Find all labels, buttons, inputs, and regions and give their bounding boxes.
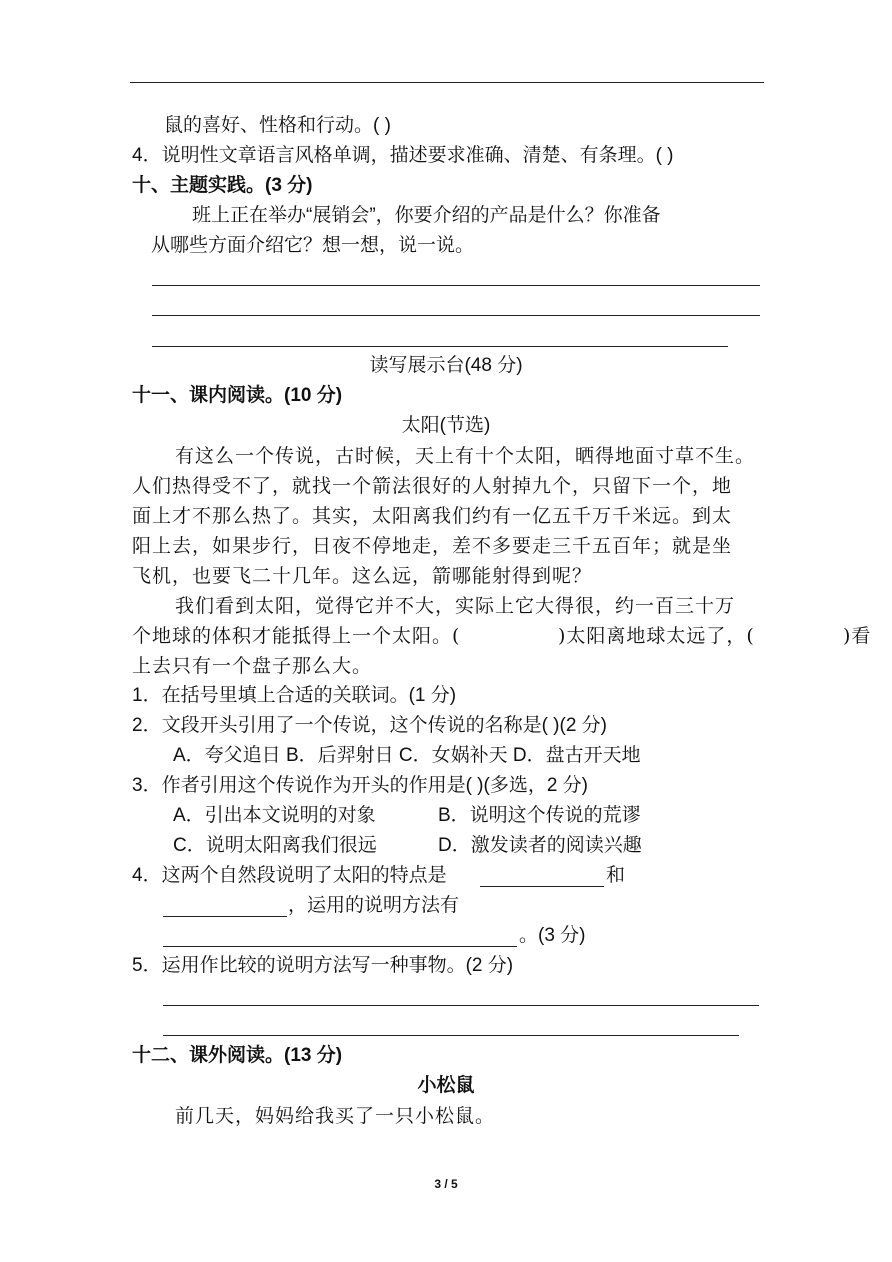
answer-line[interactable]	[152, 285, 760, 286]
passage-1-line: 个地球的体积才能抵得上一个太阳。(	[132, 625, 461, 647]
answer-blank[interactable]	[480, 886, 604, 887]
passage-1-line: 飞机，也要飞二十几年。这么远，箭哪能射得到呢？	[132, 565, 593, 587]
question-3-option-b: B．说明这个传说的荒谬	[438, 805, 641, 826]
question-4-score: 。(3 分)	[519, 925, 586, 946]
passage-1-line: 阳上去，如果步行，日夜不停地走，差不多要走三千五百年；就是坐	[132, 535, 733, 557]
header-rule	[130, 82, 764, 83]
answer-line[interactable]	[163, 1035, 739, 1036]
passage-1-title: 太阳(节选)	[401, 415, 491, 436]
answer-line[interactable]	[152, 315, 760, 316]
question-4-and: 和	[606, 865, 626, 886]
answer-line[interactable]	[152, 346, 728, 347]
question-4: 4．说明性文章语言风格单调，描述要求准确、清楚、有条理。( )	[132, 145, 674, 166]
passage-1-line: 面上才不那么热了。其实，太阳离我们约有一亿五千万千米远。到太	[132, 505, 733, 527]
section-10-heading: 十、主题实践。(3 分)	[132, 175, 313, 196]
passage-1-line: )太阳离地球太远了，(	[558, 625, 755, 647]
question-3-option-a: A．引出本文说明的对象	[173, 805, 376, 826]
question-4: 4．这两个自然段说明了太阳的特点是	[132, 865, 447, 886]
question-3-option-d: D．激发读者的阅读兴趣	[438, 835, 642, 856]
passage-2-line: 前几天，妈妈给我买了一只小松鼠。	[175, 1105, 496, 1127]
question-3: 3．作者引用这个传说作为开头的作用是( )(多选，2 分)	[132, 775, 589, 796]
answer-line[interactable]	[163, 1005, 759, 1006]
question-2: 2．文段开头引用了一个传说，这个传说的名称是( )(2 分)	[132, 715, 608, 736]
passage-1-line: 人们热得受不了，就找一个箭法很好的人射掉九个，只留下一个，地	[132, 475, 733, 497]
question-5: 5．运用作比较的说明方法写一种事物。(2 分)	[132, 955, 514, 976]
passage-1-line: 上去只有一个盘子那么大。	[132, 655, 373, 677]
page-number: 3 / 5	[434, 1177, 458, 1191]
section-10-prompt-line-2: 从哪些方面介绍它？想一想，说一说。	[151, 235, 475, 256]
section-12-heading: 十二、课外阅读。(13 分)	[132, 1045, 343, 1066]
answer-blank[interactable]	[163, 946, 517, 947]
section-10-prompt-line-1: 班上正在举办“展销会”，你要介绍的产品是什么？你准备	[192, 205, 661, 226]
passage-1-line: )看	[843, 625, 872, 647]
section-11-heading: 十一、课内阅读。(10 分)	[132, 385, 343, 406]
question-3-continued: 鼠的喜好、性格和行动。( )	[164, 115, 391, 136]
question-4-method: ，运用的说明方法有	[288, 895, 460, 916]
question-1: 1．在括号里填上合适的关联词。(1 分)	[132, 685, 457, 706]
answer-blank[interactable]	[163, 916, 287, 917]
part-banner: 读写展示台(48 分)	[369, 355, 523, 376]
question-2-options: A．夸父追日 B．后羿射日 C．女娲补天 D．盘古开天地	[173, 745, 641, 766]
question-3-option-c: C．说明太阳离我们很远	[173, 835, 377, 856]
passage-2-title: 小松鼠	[417, 1075, 475, 1096]
passage-1-line: 有这么一个传说，古时候，天上有十个太阳，晒得地面寸草不生。	[175, 445, 756, 467]
passage-1-line: 我们看到太阳，觉得它并不大，实际上它大得很，约一百三十万	[175, 595, 736, 617]
